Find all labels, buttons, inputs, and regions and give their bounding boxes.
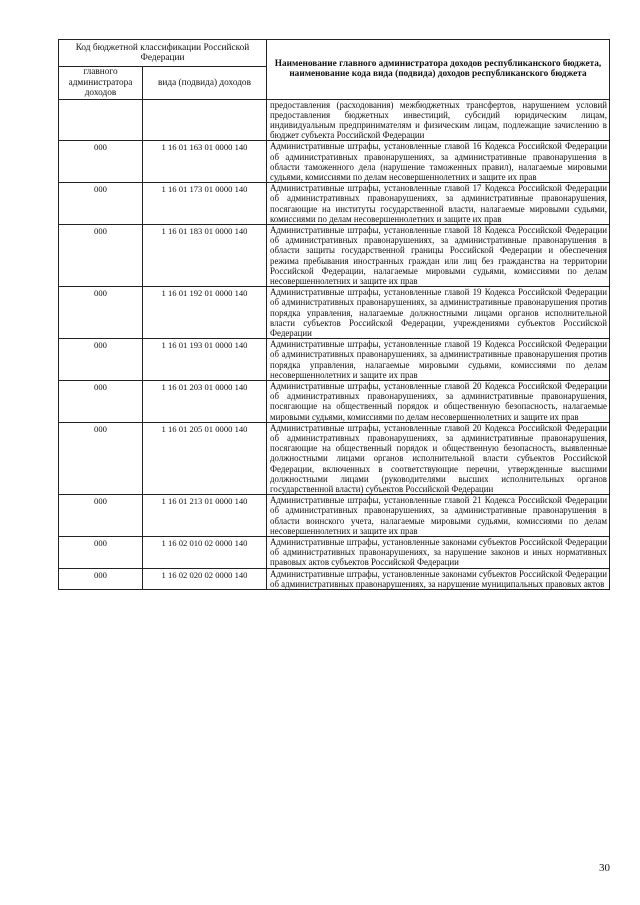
revenue-code-cell: 1 16 02 010 02 0000 140: [143, 537, 267, 569]
description-cell: Административные штрафы, установленные главой 18 Кодекса Российской Федерации об административных правонарушениях, за административные правонарушения в области защиты государственной границы Российской Федерации и обеспечения режима пребывания иностранных граждан или лиц без гражданства на территории Российской Федерации, налагаемые мировыми судьями, комиссиями по делам несовершеннолетних и защите их прав: [267, 224, 610, 286]
revenue-code-cell: 1 16 01 183 01 0000 140: [143, 224, 267, 286]
table-row: [59, 141, 610, 183]
table-row: [59, 224, 610, 286]
admin-code-cell: 000: [59, 141, 143, 183]
revenue-code-cell: [143, 99, 267, 141]
table-row: [59, 287, 610, 339]
revenue-codes-table: [58, 39, 610, 590]
revenue-code-cell: 1 16 01 213 01 0000 140: [143, 495, 267, 537]
revenue-code-cell: 1 16 01 192 01 0000 140: [143, 287, 267, 339]
table-row: [59, 537, 610, 569]
description-cell: Административные штрафы, установленные главой 21 Кодекса Российской Федерации об административных правонарушениях, за административные правонарушения в области воинского учета, налагаемые мировыми судьями, комиссиями по делам несовершеннолетних и защите их прав: [267, 495, 610, 537]
revenue-code-cell: 1 16 01 203 01 0000 140: [143, 380, 267, 422]
revenue-code-cell: 1 16 01 193 01 0000 140: [143, 339, 267, 381]
admin-code-cell: 000: [59, 422, 143, 494]
revenue-code-cell: 1 16 01 205 01 0000 140: [143, 422, 267, 494]
admin-code-cell: 000: [59, 287, 143, 339]
page-number: 30: [599, 862, 610, 874]
revenue-code-cell: 1 16 01 173 01 0000 140: [143, 183, 267, 225]
description-cell: предоставления (расходования) межбюджетных трансфертов, нарушением условий предоставления бюджетных инвестиций, субсидий юридическим лицам, индивидуальным предпринимателям и физическим лицам, подлежащие зачислению в бюджет субъекта Российской Федерации: [267, 99, 610, 141]
table-row: [59, 495, 610, 537]
table-row: [59, 422, 610, 494]
admin-code-cell: 000: [59, 224, 143, 286]
description-cell: Административные штрафы, установленные главой 20 Кодекса Российской Федерации об административных правонарушениях, за административные правонарушения, посягающие на общественный порядок и общественную безопасность, налагаемые мировыми судьями, комиссиями по делам несовершеннолетних и защите их прав: [267, 380, 610, 422]
table-header-row-1: [59, 40, 610, 67]
header-admin-column: главного администратора доходов: [59, 67, 143, 100]
description-cell: Административные штрафы, установленные главой 16 Кодекса Российской Федерации об административных правонарушениях, за административные правонарушения в области таможенного дела (нарушение таможенных правил), налагаемые мировыми судьями, комиссиями по делам несовершеннолетних и защите их прав: [267, 141, 610, 183]
admin-code-cell: 000: [59, 537, 143, 569]
table-row: [59, 183, 610, 225]
description-cell: Административные штрафы, установленные главой 20 Кодекса Российской Федерации об административных правонарушениях, за административные правонарушения, посягающие на общественный порядок и общественную безопасность, выявленные должностными лицами органов исполнительной власти субъектов Российской Федерации, включенных в соответствующие перечни, утвержденные высшими должностными лицами (руководителями высших исполнительных органов государственной власти) субъектов Российской Федерации: [267, 422, 610, 494]
admin-code-cell: [59, 99, 143, 141]
description-cell: Административные штрафы, установленные главой 19 Кодекса Российской Федерации об административных правонарушениях, за административные правонарушения против порядка управления, налагаемые должностными лицами органов исполнительной власти субъектов Российской Федерации, учреждениями субъектов Российской Федерации: [267, 287, 610, 339]
revenue-code-cell: 1 16 01 163 01 0000 140: [143, 141, 267, 183]
description-cell: Административные штрафы, установленные главой 17 Кодекса Российской Федерации об административных правонарушениях, за административные правонарушения, посягающие на институты государственной власти, налагаемые мировыми судьями, комиссиями по делам несовершеннолетних и защите их прав: [267, 183, 610, 225]
header-classification-group: Код бюджетной классификации Российской Федерации: [59, 40, 267, 67]
description-cell: Административные штрафы, установленные законами субъектов Российской Федерации об административных правонарушениях, за нарушение муниципальных правовых актов: [267, 568, 610, 589]
table-row: [59, 380, 610, 422]
description-cell: Административные штрафы, установленные законами субъектов Российской Федерации об административных правонарушениях, за нарушение законов и иных нормативных правовых актов субъектов Российской Федерации: [267, 537, 610, 569]
revenue-code-cell: 1 16 02 020 02 0000 140: [143, 568, 267, 589]
admin-code-cell: 000: [59, 380, 143, 422]
admin-code-cell: 000: [59, 339, 143, 381]
table-row: [59, 568, 610, 589]
table-row: [59, 99, 610, 141]
admin-code-cell: 000: [59, 183, 143, 225]
header-name-column: Наименование главного администратора доходов республиканского бюджета, наименование кода вида (подвида) доходов республиканского бюджета: [267, 40, 610, 100]
table-row: [59, 339, 610, 381]
admin-code-cell: 000: [59, 568, 143, 589]
description-cell: Административные штрафы, установленные главой 19 Кодекса Российской Федерации об административных правонарушениях, за административные правонарушения против порядка управления, налагаемые мировыми судьями, комиссиями по делам несовершеннолетних и защите их прав: [267, 339, 610, 381]
header-code-column: вида (подвида) доходов: [143, 67, 267, 100]
admin-code-cell: 000: [59, 495, 143, 537]
